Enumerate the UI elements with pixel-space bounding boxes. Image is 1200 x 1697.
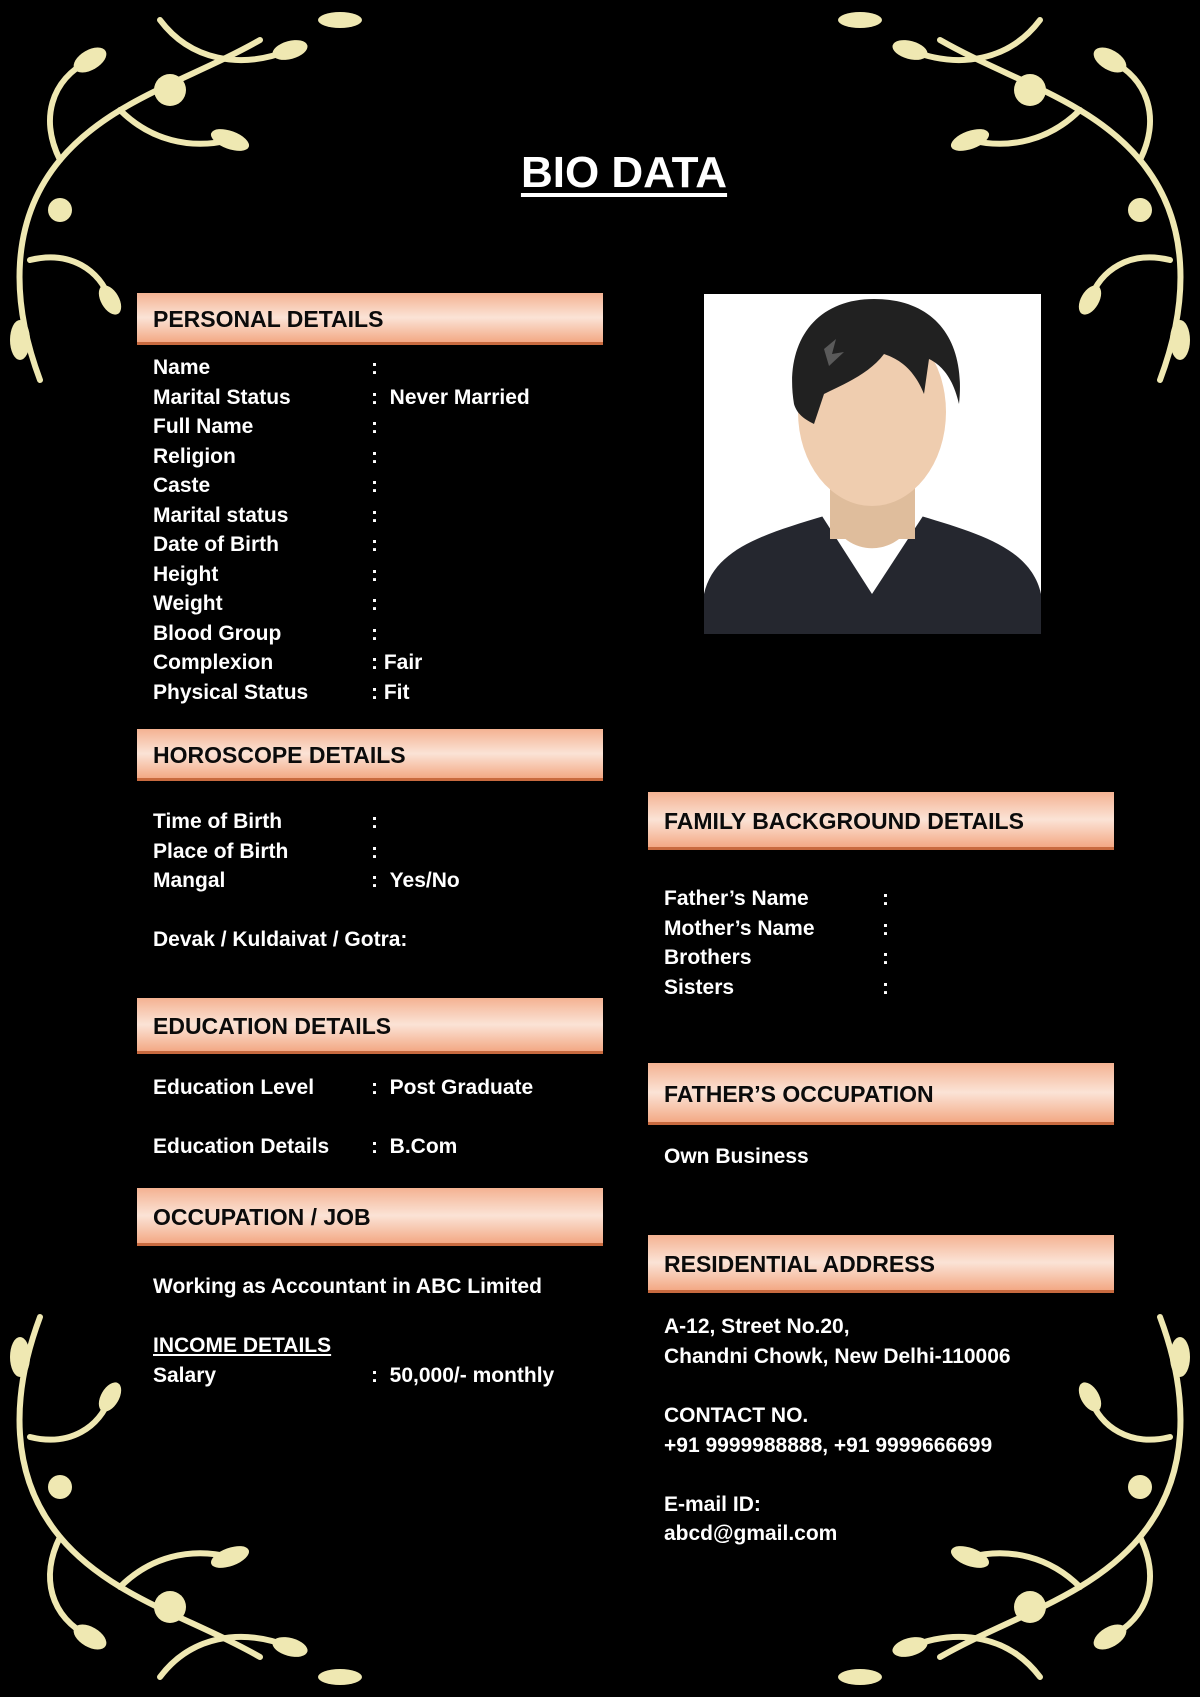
income-details-heading: INCOME DETAILS — [153, 1334, 332, 1357]
detail-label: Date of Birth — [153, 533, 279, 556]
detail-label: Caste — [153, 474, 211, 497]
detail-separator: : — [882, 887, 889, 910]
detail-separator: : — [882, 975, 889, 999]
detail-label: Mangal — [153, 869, 226, 892]
salary-label: Salary — [153, 1364, 217, 1387]
detail-separator: : — [371, 444, 378, 468]
detail-label: Place of Birth — [153, 839, 289, 863]
salary-value: 50,000/- monthly — [389, 1364, 555, 1387]
detail-label: Time of Birth — [153, 810, 283, 833]
detail-separator: : — [371, 533, 378, 556]
education-details-heading: EDUCATION DETAILS — [137, 998, 603, 1054]
contact-label: CONTACT NO. — [664, 1404, 809, 1427]
detail-separator: : — [371, 503, 378, 527]
detail-separator: : — [371, 810, 378, 833]
detail-row — [153, 353, 390, 383]
email-value: abcd@gmail.com — [664, 1522, 838, 1545]
detail-label: Sisters — [664, 975, 735, 999]
detail-row — [153, 560, 390, 590]
detail-label: Marital Status — [153, 385, 291, 409]
address-line-1: A-12, Street No.20, — [664, 1315, 850, 1338]
detail-label: Religion — [153, 444, 236, 468]
gotra-label: Devak / Kuldaivat / Gotra: — [153, 928, 408, 951]
detail-separator: : — [371, 356, 378, 379]
education-details-value: B.Com — [389, 1135, 458, 1158]
detail-label: Mother’s Name — [664, 916, 815, 940]
salary-row — [153, 1361, 554, 1391]
detail-row — [153, 530, 390, 560]
detail-separator: : Fair — [371, 651, 423, 674]
detail-separator: : — [371, 385, 378, 409]
detail-separator: : — [882, 916, 889, 940]
detail-row — [153, 589, 390, 619]
education-level-value: Post Graduate — [389, 1076, 534, 1099]
detail-row — [153, 648, 434, 678]
detail-row — [153, 383, 530, 413]
education-level-sep: : — [371, 1076, 378, 1099]
residential-address-heading: RESIDENTIAL ADDRESS — [648, 1235, 1114, 1293]
family-background-heading: FAMILY BACKGROUND DETAILS — [648, 792, 1114, 850]
detail-row — [153, 471, 390, 501]
profile-photo — [704, 294, 1041, 634]
detail-row — [664, 943, 889, 973]
education-level-label: Education Level — [153, 1076, 315, 1099]
horoscope-details-heading: HOROSCOPE DETAILS — [137, 729, 603, 781]
fathers-occupation-heading: FATHER’S OCCUPATION — [648, 1063, 1114, 1125]
detail-separator: : — [371, 621, 378, 645]
detail-separator: : — [371, 592, 378, 615]
detail-row — [664, 914, 889, 944]
detail-label: Father’s Name — [664, 887, 809, 910]
contact-value: +91 9999988888, +91 9999666699 — [664, 1434, 993, 1457]
detail-label: Complexion — [153, 651, 274, 674]
detail-label: Height — [153, 562, 219, 586]
detail-row — [153, 866, 460, 896]
detail-row — [153, 807, 390, 837]
salary-sep: : — [371, 1364, 378, 1387]
detail-row — [664, 884, 889, 914]
detail-row — [153, 442, 390, 472]
detail-separator: : — [371, 839, 378, 863]
detail-separator: : — [371, 474, 378, 497]
education-details-label: Education Details — [153, 1135, 330, 1158]
detail-row — [153, 837, 390, 867]
detail-label: Marital status — [153, 503, 289, 527]
occupation-heading: OCCUPATION / JOB — [137, 1188, 603, 1246]
detail-label: Full Name — [153, 415, 254, 438]
detail-row — [153, 412, 390, 442]
detail-row — [664, 973, 889, 1003]
detail-row — [153, 501, 390, 531]
fathers-occupation-text: Own Business — [664, 1145, 809, 1168]
detail-row — [153, 619, 390, 649]
occupation-text: Working as Accountant in ABC Limited — [153, 1275, 542, 1298]
detail-separator: : — [882, 946, 889, 969]
detail-label: Brothers — [664, 946, 752, 969]
detail-value: Yes/No — [389, 869, 460, 892]
education-details-row — [153, 1132, 457, 1162]
detail-row — [153, 678, 421, 708]
detail-label: Weight — [153, 592, 223, 615]
education-level-row — [153, 1073, 533, 1103]
address-line-2: Chandni Chowk, New Delhi-110006 — [664, 1345, 1011, 1368]
email-label: E-mail ID: — [664, 1493, 761, 1516]
personal-details-heading: PERSONAL DETAILS — [137, 293, 603, 345]
person-avatar-icon — [704, 294, 1041, 634]
page-title: BIO DATA — [520, 148, 728, 197]
detail-separator: : — [371, 415, 378, 438]
detail-separator: : — [371, 869, 378, 892]
detail-label: Name — [153, 356, 211, 379]
education-details-sep: : — [371, 1135, 378, 1158]
detail-value: Never Married — [389, 385, 530, 409]
detail-separator: : Fit — [371, 680, 410, 704]
detail-label: Blood Group — [153, 621, 282, 645]
detail-separator: : — [371, 562, 378, 586]
detail-label: Physical Status — [153, 680, 309, 704]
